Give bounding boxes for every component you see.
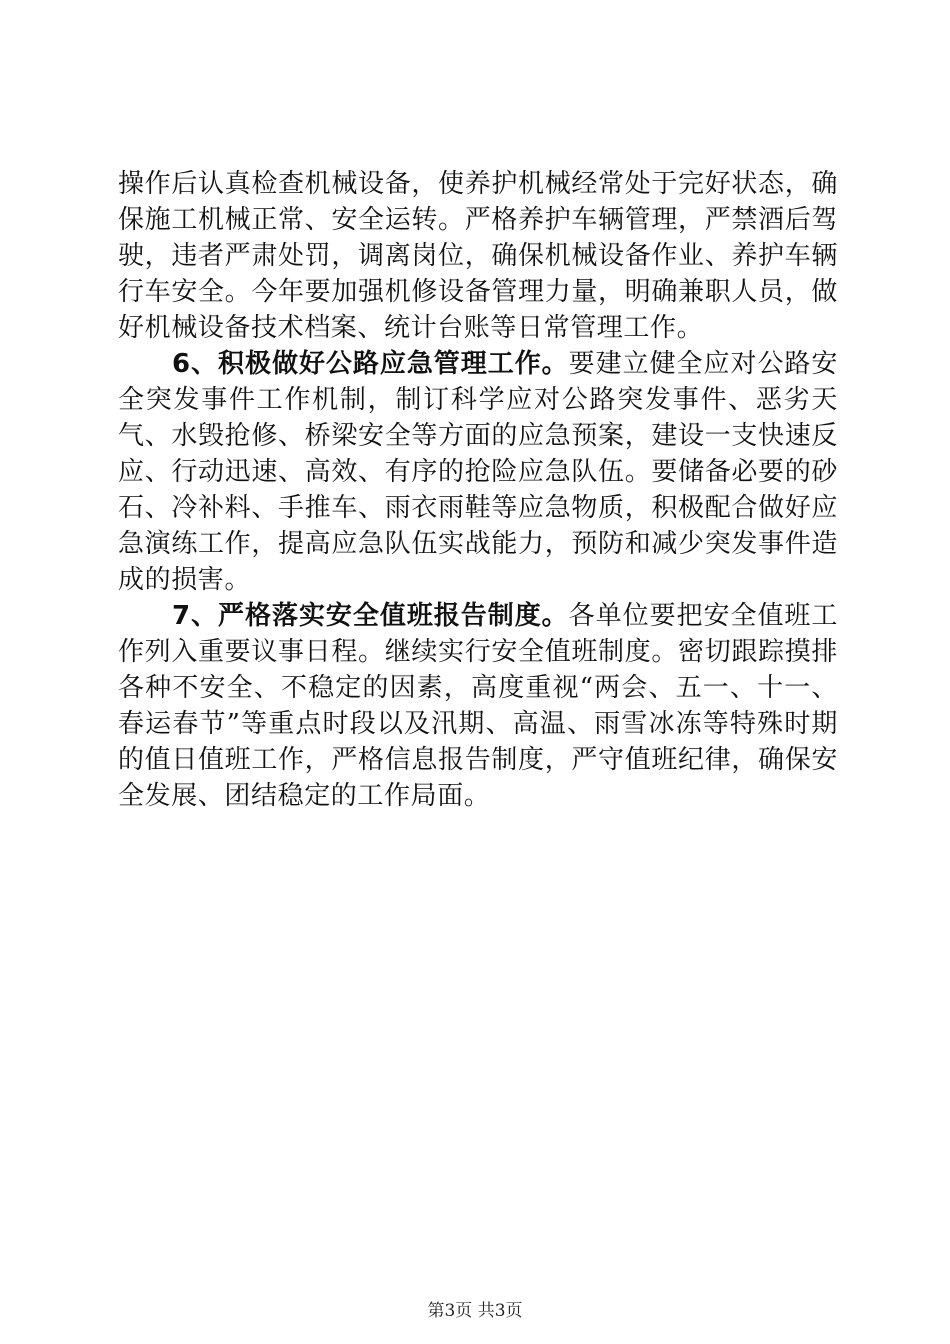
paragraph-text: 要建立健全应对公路安全突发事件工作机制，制订科学应对公路突发事件、恶劣天气、水毁抢修、桥梁安全等方面的应急预案，建设一支快速反应、行动迅速、高效、有序的抢险应急队伍。要储备必要的砂石、冷补料、手推车、雨衣雨鞋等应急物质，积极配合做好应急演练工作，提高应急队伍实战能力，预防和减少突发事件造成的损害。 (118, 349, 838, 595)
paragraph-text: 各单位要把安全值班工作列入重要议事日程。继续实行安全值班制度。密切跟踪摸排各种不安全、不稳定的因素，高度重视“两会、五一、十一、春运春节”等重点时段以及汛期、高温、雨雪冰冻等特殊时期的值日值班工作，严格信息报告制度，严守值班纪律，确保安全发展、团结稳定的工作局面。 (118, 601, 838, 811)
paragraph-emergency-management (118, 346, 838, 598)
paragraph-continued (118, 166, 838, 346)
paragraph-heading: 7、严格落实安全值班报告制度。 (172, 601, 569, 631)
page-number-label: 第3页 共3页 (427, 1301, 523, 1321)
paragraph-duty-reporting (118, 598, 838, 814)
paragraph-text: 操作后认真检查机械设备，使养护机械经常处于完好状态，确保施工机械正常、安全运转。严格养护车辆管理，严禁酒后驾驶，违者严肃处罚，调离岗位，确保机械设备作业、养护车辆行车安全。今年要加强机修设备管理力量，明确兼职人员，做好机械设备技术档案、统计台账等日常管理工作。 (118, 169, 838, 343)
page-footer (0, 1300, 950, 1322)
document-body (118, 166, 838, 814)
paragraph-heading: 6、积极做好公路应急管理工作。 (172, 349, 569, 379)
